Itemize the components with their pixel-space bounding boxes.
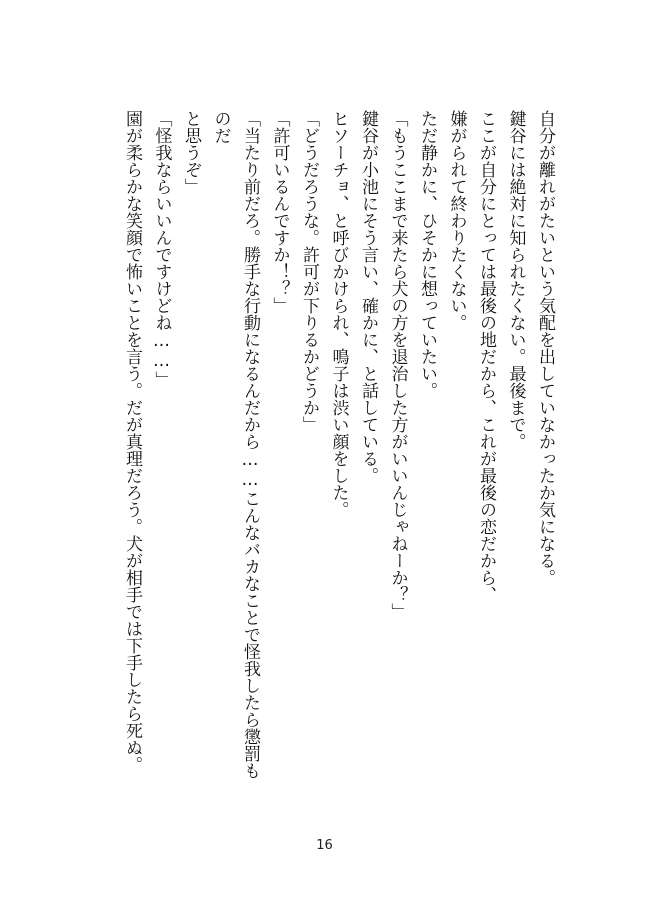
page-number: 16 <box>316 838 333 853</box>
text-line: ここが自分にとっては最後の地だから、これが最後の恋だから、 <box>476 110 496 603</box>
vertical-text-body <box>79 110 559 790</box>
text-line: 「当たり前だろ。勝手な行動になるんだから……こんなバカなことで怪我したら懲罰ものだ <box>210 110 260 779</box>
text-line: 「どうだろうな。許可が下りるかどうか」 <box>299 110 319 433</box>
text-line: 園が柔らかな笑顔で怖いことを言う。だが真理だろう。犬が相手では下手したら死ぬ。 <box>122 110 142 773</box>
text-line: ヒソーチョ、と呼びかけられ、鳴子は渋い顔をした。 <box>328 110 349 518</box>
text-line: 「怪我ならいいんですけどね……」 <box>151 110 172 388</box>
text-line: 鍵谷が小池にそう言い、確かに、と話している。 <box>358 110 378 484</box>
text-line: 「もうここまで来たら犬の方を退治した方がいいんじゃねーか？」 <box>387 110 408 620</box>
text-line: ただ静かに、ひそかに想っていたい。 <box>417 110 437 399</box>
text-line: と思うぞ」 <box>181 110 201 195</box>
text-line: 鍵谷には絶対に知られたくない。最後まで。 <box>505 110 526 450</box>
text-line: 自分が離れがたいという気配を出していなかったか気になる。 <box>535 110 555 586</box>
text-line: 「許可いるんですか！？」 <box>269 110 290 314</box>
text-line: 嫌がられて終わりたくない。 <box>446 110 467 331</box>
